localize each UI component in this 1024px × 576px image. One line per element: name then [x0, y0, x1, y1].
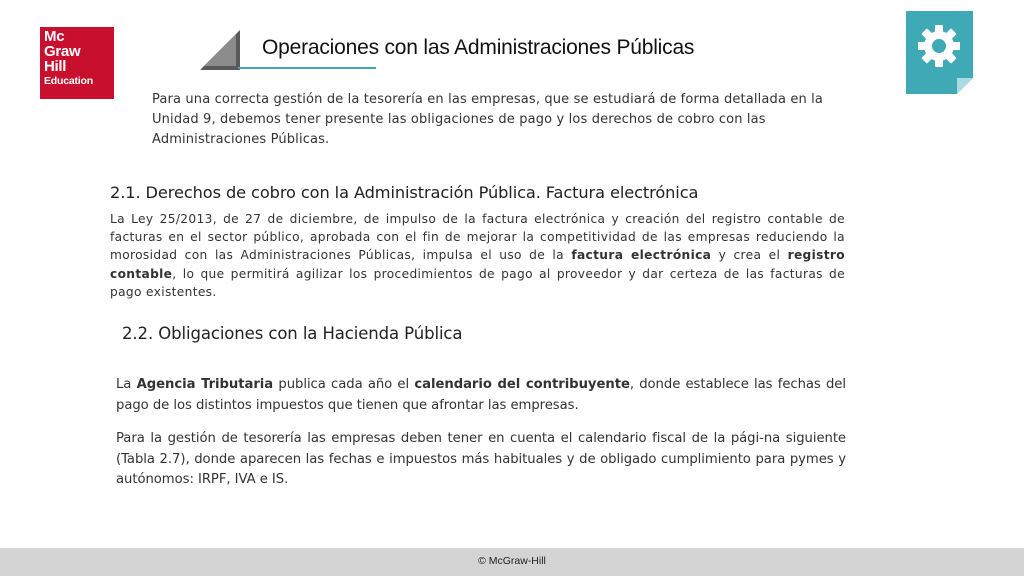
corner-triangle-icon	[196, 30, 240, 70]
s1-text-c: , lo que permitirá agilizar los procedimientos de pago al proveedor y dar certeza de las facturas de pago existentes.	[110, 266, 845, 299]
section-heading-2-1: 2.1. Derechos de cobro con la Administración Pública. Factura electrónica	[110, 183, 699, 202]
section-2-1-paragraph	[110, 210, 845, 301]
s1-text-b: y crea el	[718, 248, 781, 263]
s2-bold-agencia: Agencia Tributaria	[136, 377, 274, 392]
section-2-2-paragraph-1	[116, 374, 846, 416]
section-heading-2-2: 2.2. Obligaciones con la Hacienda Pública	[122, 324, 463, 343]
s1-bold-factura: factura electrónica	[571, 248, 712, 263]
intro-paragraph: Para una correcta gestión de la tesorería en las empresas, que se estudiará de forma detallada en la Unidad 9, debemos tener presente las obligaciones de pago y los derechos de cobro con las Administraciones Públicas.	[152, 92, 824, 147]
page-title: Operaciones con las Administraciones Públicas	[262, 36, 695, 59]
logo-line-4: Education	[44, 75, 93, 87]
s2-text-a: La	[116, 377, 132, 392]
footer-copyright: © McGraw-Hill	[478, 555, 546, 567]
logo-line-2: Graw	[44, 43, 81, 60]
s2-text-c: , donde establece las fechas del pago de los distintos impuestos que tienen que afrontar las empresas.	[116, 377, 846, 413]
s1-bold-registro: registro contable	[110, 248, 846, 281]
s2-bold-calendario: calendario del contribuyente	[414, 377, 630, 392]
s2-text-b: publica cada año el	[278, 377, 410, 392]
title-underline	[238, 67, 376, 69]
s1-text-a: La Ley 25/2013, de 27 de diciembre, de impulso de la factura electrónica y creación del registro contable de facturas en el sector público, aprobada con el fin de mejorar la competitividad de las empresas reduciendo la morosidad con las Administraciones Públicas, impulsa el uso de la	[110, 212, 845, 263]
section-2-2-paragraph-2: Para la gestión de tesorería las empresas deben tener en cuenta el calendario fiscal de la pági-na siguiente (Tabla 2.7), donde aparecen las fechas e impuestos más habituales y de obligado cumplimiento para pymes y autónomos: IRPF, IVA e IS.	[116, 431, 846, 487]
logo-line-3: Hill	[44, 58, 67, 75]
logo-line-1: Mc	[44, 28, 65, 45]
mcgraw-hill-logo	[40, 27, 114, 99]
gear-document-icon	[906, 11, 973, 94]
footer-bar	[0, 548, 1024, 576]
